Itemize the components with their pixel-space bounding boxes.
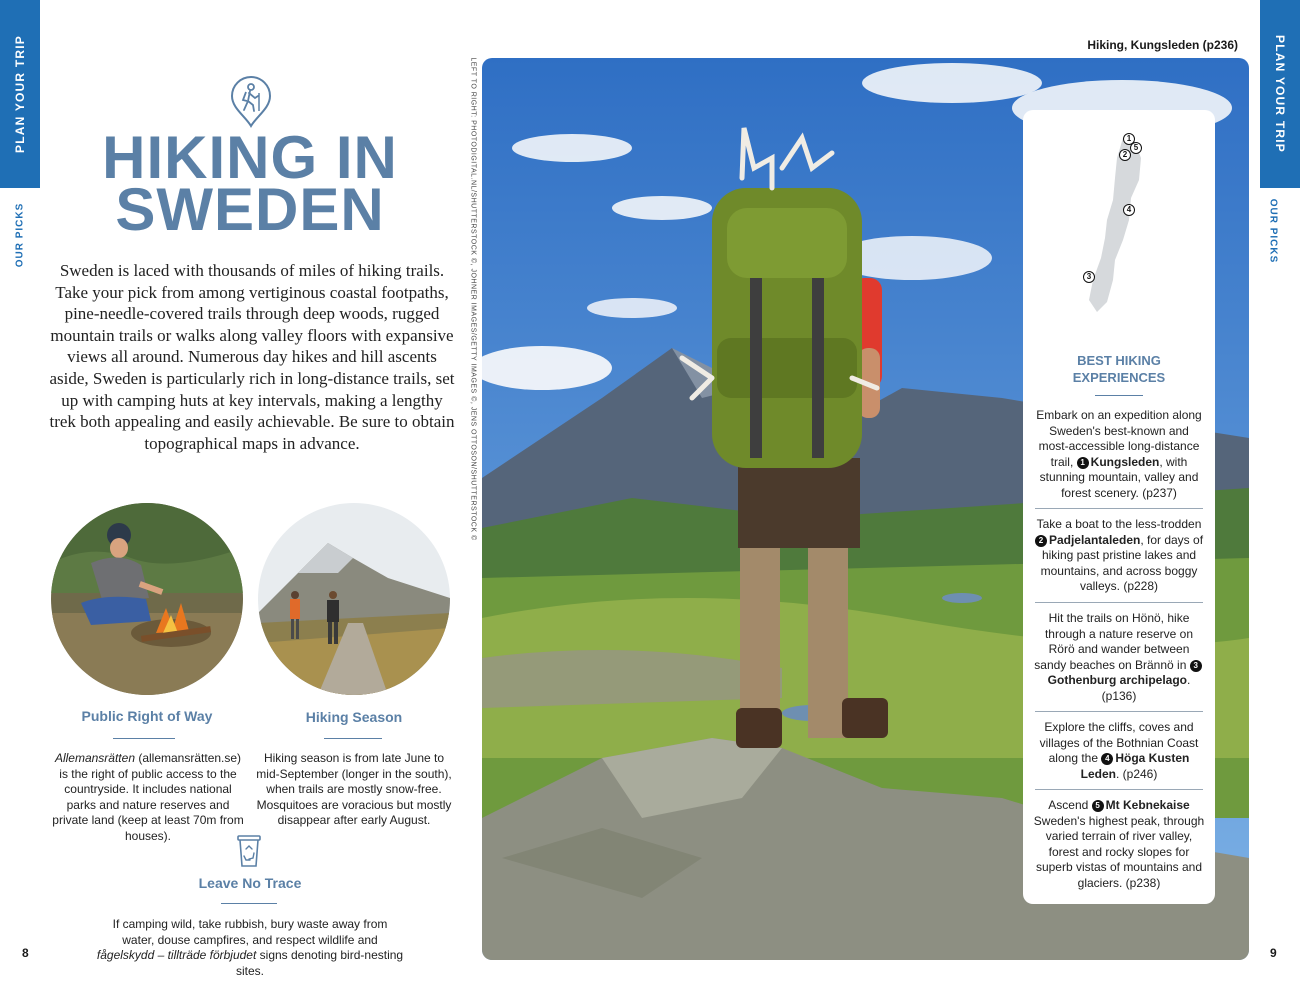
exp-text: . (p136) (1101, 673, 1191, 703)
title-line-1: HIKING IN (102, 124, 398, 191)
exp-text: Sweden's highest peak, through varied terrain of river valley, forest and rocky slopes for superb vistas of mountains and glaciers. (p238) (1033, 813, 1205, 890)
experience-item-5 (1033, 798, 1205, 892)
allemansratten-term: Allemansrätten (54, 751, 135, 765)
exp-text: , for days of hiking past pristine lakes and mountains, and across boggy valleys. (p228) (1040, 532, 1204, 594)
heading-rule (1095, 395, 1143, 396)
divider (1035, 508, 1203, 509)
map-marker-4: 4 (1123, 204, 1135, 216)
photo-credit (466, 57, 480, 541)
hiker-pin-icon (229, 76, 273, 128)
divider (1035, 789, 1203, 790)
intro-paragraph: Sweden is laced with thousands of miles of hiking trails. Take your pick from among vertiginous coastal footpaths, pine-needle-covered trails through deep woods, rugged mountain trails or walks along valley floors with expansive views all around. Numerous day hikes and hill ascents aside, Sweden is particularly rich in long-distance trails, set up with camping huts at key intervals, making a lengthy trek both appealing and easily achievable. Be sure to obtain topographical maps in advance. (49, 261, 455, 453)
side-tab-plan-your-trip-right (1260, 0, 1300, 188)
side-tab-our-picks-right (1253, 186, 1293, 276)
map-marker-5: 5 (1130, 142, 1142, 154)
exp-text: Embark on an expedition along Sweden's best-known and most-accessible long-distance trail, (1036, 408, 1202, 469)
experience-item-3 (1033, 611, 1205, 705)
our-picks-label: OUR PICKS (14, 202, 26, 268)
exp-text: . (p246) (1115, 766, 1158, 781)
experience-item-2 (1033, 517, 1205, 595)
recycle-bin-icon (236, 834, 262, 868)
page-number-right: 9 (1270, 946, 1277, 960)
map-marker-2: 2 (1119, 149, 1131, 161)
exp-number: 1 (1077, 457, 1089, 469)
exp-text: Take a boat to the less-trodden (1036, 517, 1202, 531)
panel-heading-line-2: EXPERIENCES (1072, 370, 1166, 385)
page-number-left: 8 (22, 946, 29, 960)
our-picks-label: OUR PICKS (1267, 198, 1279, 264)
hiking-season-body: Hiking season is from late June to mid-September (longer in the south), when trails are mostly snow-free. Mosquitoes are voracious but mostly disappear after early August. (256, 751, 452, 828)
best-hiking-heading (1023, 352, 1215, 386)
public-right-heading: Public Right of Way (81, 708, 213, 724)
best-hiking-panel (1023, 110, 1215, 904)
side-tab-plan-your-trip-left (0, 0, 40, 188)
exp-text: Explore the cliffs, coves and villages of the Bothnian Coast along the (1039, 720, 1199, 766)
exp-name: Gothenburg archipelago (1047, 673, 1187, 688)
leave-no-trace-text-end: signs denoting bird-nesting sites. (235, 948, 404, 978)
heading-rule (221, 903, 277, 904)
experience-item-4 (1033, 720, 1205, 782)
map-marker-1: 1 (1123, 133, 1135, 145)
exp-number: 2 (1035, 535, 1047, 547)
fagelskydd-term: fågelskydd – tillträde förbjudet (96, 948, 257, 963)
exp-text: Hit the trails on Hönö, hike through a nature reserve on Rörö and wander between sandy beaches on Brännö in (1034, 611, 1194, 672)
leave-no-trace-heading: Leave No Trace (198, 875, 302, 891)
hiking-season-heading: Hiking Season (305, 709, 403, 725)
divider (1035, 602, 1203, 603)
exp-name: Mt Kebnekaise (1105, 798, 1190, 812)
hikers-trail-photo (258, 503, 450, 695)
experience-item-1 (1033, 408, 1205, 502)
campfire-photo (51, 503, 243, 695)
map-marker-3: 3 (1083, 271, 1095, 283)
exp-name: Kungsleden (1090, 454, 1160, 469)
exp-number: 5 (1092, 800, 1104, 812)
exp-name: Padjelantaleden (1048, 532, 1141, 547)
page-title (60, 124, 440, 243)
side-tab-our-picks-left (0, 190, 40, 280)
exp-name: Höga Kusten Leden (1080, 751, 1190, 781)
leave-no-trace-body (96, 917, 404, 979)
title-line-2: SWEDEN (115, 176, 385, 243)
photo-credit-text: LEFT TO RIGHT: PHOTODIGITAL.NL/SHUTTERSTOCK ©, JOHNER IMAGES/GETTY IMAGES ©, JENS OTTOSON/SHUTTERSTOCK © (469, 57, 477, 541)
public-right-text: (allemansrätten.se) is the right of public access to the countryside. It includes national parks and nature reserves and private land (keep at least 70m from houses). (52, 751, 244, 843)
photo-caption: Hiking, Kungsleden (p236) (1087, 38, 1238, 52)
public-right-body (50, 751, 246, 845)
sweden-map (1083, 130, 1163, 320)
exp-text: Ascend (1048, 798, 1092, 812)
heading-rule (113, 738, 175, 739)
divider (1035, 711, 1203, 712)
panel-heading-line-1: BEST HIKING (1077, 353, 1161, 368)
side-tab-label: PLAN YOUR TRIP (13, 35, 27, 153)
exp-number: 4 (1101, 753, 1113, 765)
exp-text: , with stunning mountain, valley and forest scenery. (p237) (1039, 454, 1199, 500)
leave-no-trace-text-start: If camping wild, take rubbish, bury waste away from water, douse campfires, and respect wildlife and (112, 917, 388, 947)
side-tab-label: PLAN YOUR TRIP (1273, 35, 1287, 153)
heading-rule (324, 738, 382, 739)
exp-number: 3 (1190, 660, 1202, 672)
